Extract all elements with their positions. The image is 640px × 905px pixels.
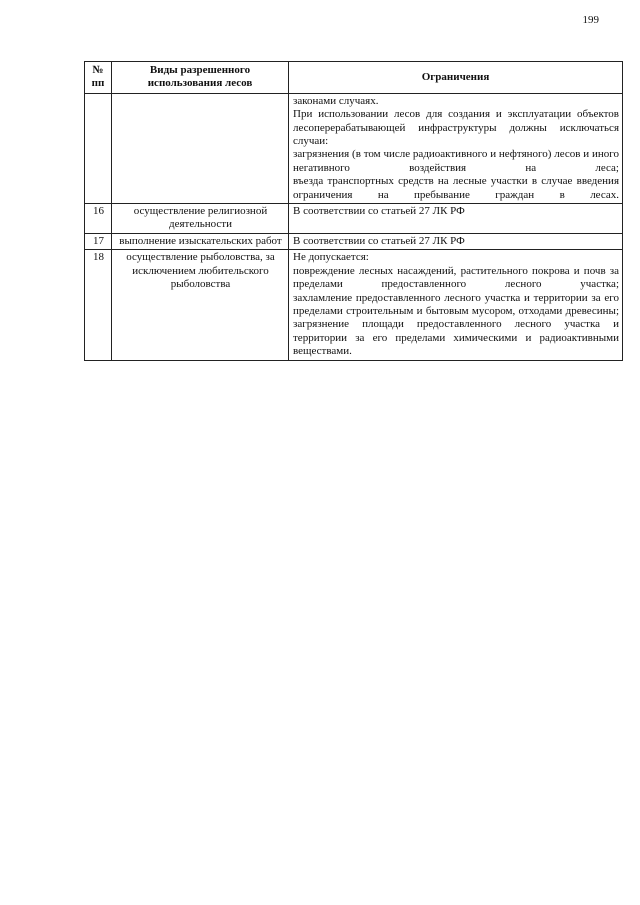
header-restrictions: Ограничения [289,62,623,94]
header-number-line2: пп [91,77,105,90]
row-use-type: осуществление рыболовства, за исключением любительского рыболовства [112,250,289,360]
header-use-type-line2: использования лесов [147,77,253,90]
row-restrictions [289,204,623,234]
restriction-paragraph: въезда транспортных средств на лесные участки в случае введения ограничения на пребывание граждан в лесах. [293,175,619,201]
restriction-paragraph: захламление предоставленного лесного участка и территории за его пределами строительным и бытовым мусором, отходами древесины; [293,291,619,317]
row-restrictions [289,93,623,203]
restriction-paragraph: загрязнение площади предоставленного лесного участка и территории за его пределами химическими и радиоактивными веществами. [293,318,619,358]
restriction-paragraph: повреждение лесных насаждений, растительного покрова и почв за пределами предоставленного лесного участка; [293,264,619,291]
table-row [85,250,623,360]
header-number [85,62,112,94]
header-number-line1: № [92,64,104,76]
header-use-type-line1: Виды разрешенного [149,64,251,76]
forest-use-restrictions-table [84,61,623,361]
row-number: 16 [85,204,112,234]
restriction-paragraph: законами случаях. [293,94,379,107]
header-row [85,62,623,94]
table-row [85,233,623,249]
table-header [85,62,623,94]
restriction-paragraph: Не допускается: [293,251,369,264]
row-number [85,93,112,203]
row-number: 17 [85,233,112,249]
restriction-paragraph: В соответствии со статьей 27 ЛК РФ [293,205,465,218]
table-row [85,93,623,203]
row-restrictions [289,250,623,360]
row-number: 18 [85,250,112,360]
restriction-paragraph: При использовании лесов для создания и эксплуатации объектов лесоперерабатывающей инфраструктуры должны исключаться случаи: [293,108,619,148]
header-use-type [112,62,289,94]
row-use-type [112,93,289,203]
restriction-paragraph: загрязнения (в том числе радиоактивного и нефтяного) лесов и иного негативного воздействия на леса; [293,148,619,174]
table-row [85,204,623,234]
table-body [85,93,623,360]
page-number: 199 [582,14,599,26]
row-use-type: выполнение изыскательских работ [112,233,289,249]
row-restrictions [289,233,623,249]
restriction-paragraph: В соответствии со статьей 27 ЛК РФ [293,234,465,247]
row-use-type: осуществление религиозной деятельности [112,204,289,234]
